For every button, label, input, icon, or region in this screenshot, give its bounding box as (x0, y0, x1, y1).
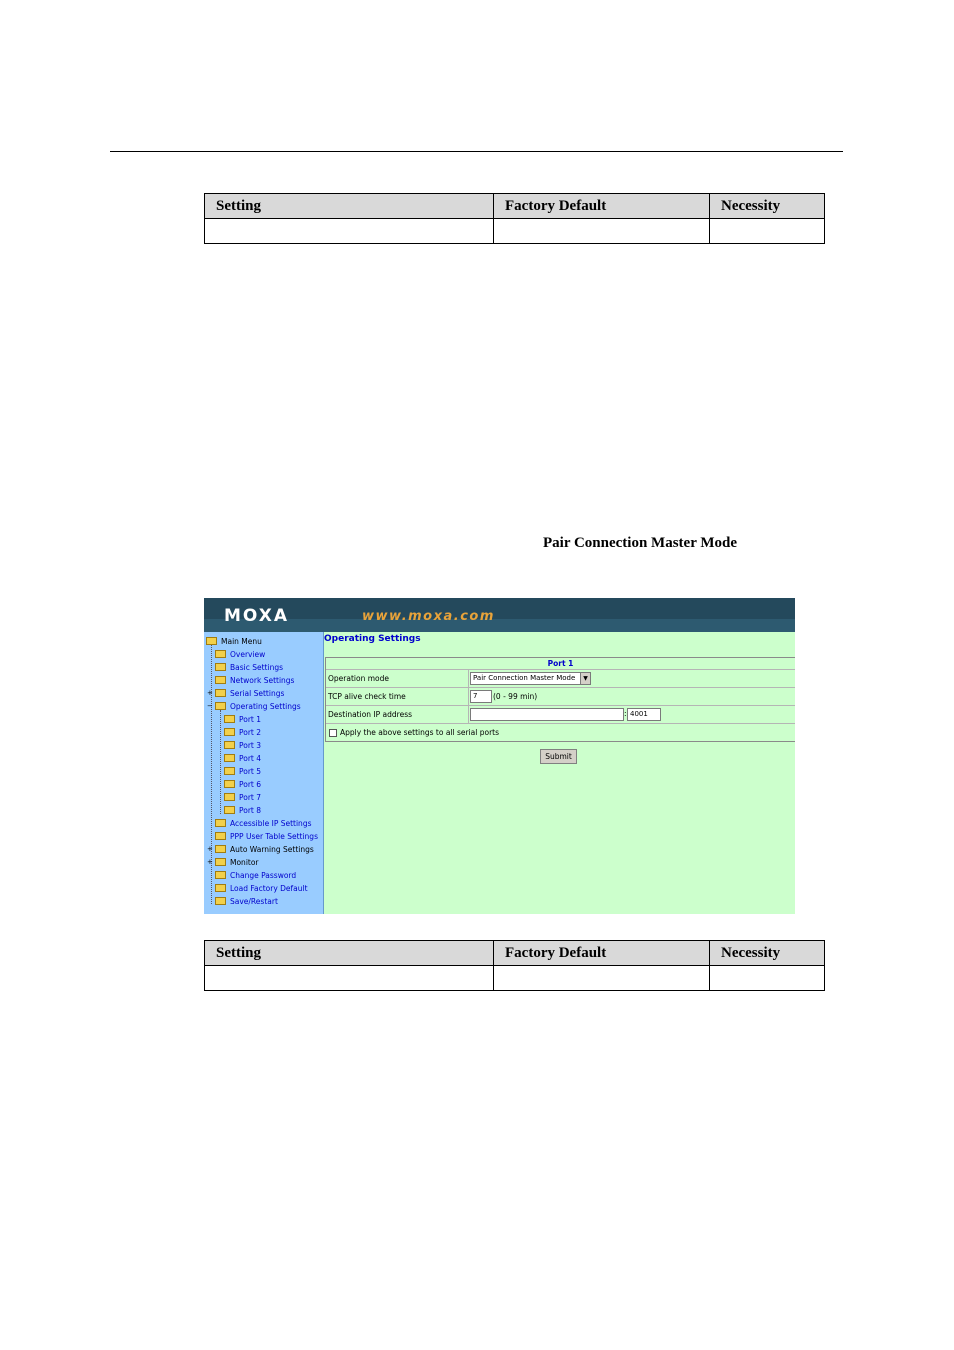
sidebar-item-port-6[interactable]: Port 6 (224, 778, 261, 791)
table-cell (710, 966, 825, 991)
table-cell (494, 966, 710, 991)
settings-table-2 (204, 940, 825, 991)
column-header-setting: Setting (205, 194, 494, 219)
sidebar-item-port-3[interactable]: Port 3 (224, 739, 261, 752)
tcp-alive-row (326, 687, 795, 705)
web-console-screenshot (204, 598, 795, 914)
folder-icon (224, 793, 235, 801)
tcp-alive-hint: (0 - 99 min) (493, 692, 538, 701)
destination-port-input[interactable]: 4001 (627, 708, 661, 721)
submit-button[interactable]: Submit (540, 749, 577, 764)
operation-mode-row (326, 669, 795, 687)
operation-mode-label: Operation mode (328, 674, 389, 683)
folder-icon (224, 780, 235, 788)
sidebar-item-port-5[interactable]: Port 5 (224, 765, 261, 778)
sidebar-item-serial-settings[interactable]: + Serial Settings (207, 689, 285, 698)
sidebar-item-save-restart[interactable]: Save/Restart (215, 895, 278, 908)
column-header-necessity: Necessity (710, 194, 825, 219)
sidebar-item-port-7[interactable]: Port 7 (224, 791, 261, 804)
column-header-factory-default: Factory Default (494, 941, 710, 966)
folder-icon (224, 806, 235, 814)
operation-mode-select[interactable]: Pair Connection Master Mode ▼ (470, 672, 591, 685)
settings-form (325, 657, 795, 742)
folder-icon (224, 715, 235, 723)
sidebar-item-operating-settings[interactable]: − Operating Settings (207, 702, 301, 711)
sidebar-item-port-8[interactable]: Port 8 (224, 804, 261, 817)
destination-ip-row: Destination IP address : 4001 (326, 705, 795, 723)
folder-icon (215, 897, 226, 905)
section-heading: Pair Connection Master Mode (543, 535, 737, 551)
sidebar-item-accessible-ip-settings[interactable]: Accessible IP Settings (215, 817, 311, 830)
destination-ip-label: Destination IP address (328, 710, 413, 719)
folder-icon (215, 871, 226, 879)
sidebar-item-port-1[interactable]: Port 1 (224, 713, 261, 726)
page-title: Operating Settings (324, 634, 421, 644)
port-header: Port 1 (547, 659, 574, 668)
column-header-necessity: Necessity (710, 941, 825, 966)
folder-icon (215, 676, 226, 684)
sidebar-item-monitor[interactable]: + Monitor (207, 858, 259, 867)
folder-icon (215, 650, 226, 658)
sidebar-item-load-factory-default[interactable]: Load Factory Default (215, 882, 308, 895)
settings-table-1 (204, 193, 825, 244)
table-cell (205, 966, 494, 991)
table-cell (205, 219, 494, 244)
folder-icon (215, 832, 226, 840)
folder-open-icon (215, 702, 226, 710)
sidebar-item-network-settings[interactable]: Network Settings (215, 674, 294, 687)
sidebar-item-auto-warning-settings[interactable]: + Auto Warning Settings (207, 845, 314, 854)
apply-all-row (326, 723, 795, 741)
sidebar-item-basic-settings[interactable]: Basic Settings (215, 661, 283, 674)
sidebar-item-change-password[interactable]: Change Password (215, 869, 296, 882)
sidebar-item-overview[interactable]: Overview (215, 648, 265, 661)
folder-icon (215, 858, 226, 866)
sidebar-item-main-menu[interactable]: Main Menu (206, 635, 262, 648)
folder-icon (215, 845, 226, 853)
sidebar-item-ppp-user-table-settings[interactable]: PPP User Table Settings (215, 830, 318, 843)
collapse-icon[interactable]: − (207, 702, 213, 710)
sidebar-item-port-2[interactable]: Port 2 (224, 726, 261, 739)
moxa-banner (204, 598, 795, 632)
expand-icon[interactable]: + (207, 858, 213, 866)
column-header-setting: Setting (205, 941, 494, 966)
sidebar-item-port-4[interactable]: Port 4 (224, 752, 261, 765)
moxa-url[interactable]: www.moxa.com (362, 609, 495, 624)
sidebar-nav (204, 632, 324, 914)
expand-icon[interactable]: + (207, 689, 213, 697)
folder-icon (215, 819, 226, 827)
folder-icon (224, 728, 235, 736)
column-header-factory-default: Factory Default (494, 194, 710, 219)
destination-ip-input[interactable] (470, 708, 624, 721)
folder-open-icon (206, 637, 217, 645)
folder-icon (215, 884, 226, 892)
table-cell (494, 219, 710, 244)
apply-all-checkbox[interactable] (329, 729, 337, 737)
folder-icon (224, 767, 235, 775)
tcp-alive-label: TCP alive check time (328, 692, 406, 701)
folder-icon (224, 741, 235, 749)
folder-icon (215, 663, 226, 671)
expand-icon[interactable]: + (207, 845, 213, 853)
tcp-alive-input[interactable]: 7 (470, 690, 492, 703)
folder-icon (215, 689, 226, 697)
folder-icon (224, 754, 235, 762)
moxa-logo: MOXA (224, 606, 290, 626)
header-rule (110, 151, 843, 152)
apply-all-label: Apply the above settings to all serial ports (340, 728, 500, 737)
table-cell (710, 219, 825, 244)
dropdown-arrow-icon[interactable]: ▼ (580, 673, 590, 684)
